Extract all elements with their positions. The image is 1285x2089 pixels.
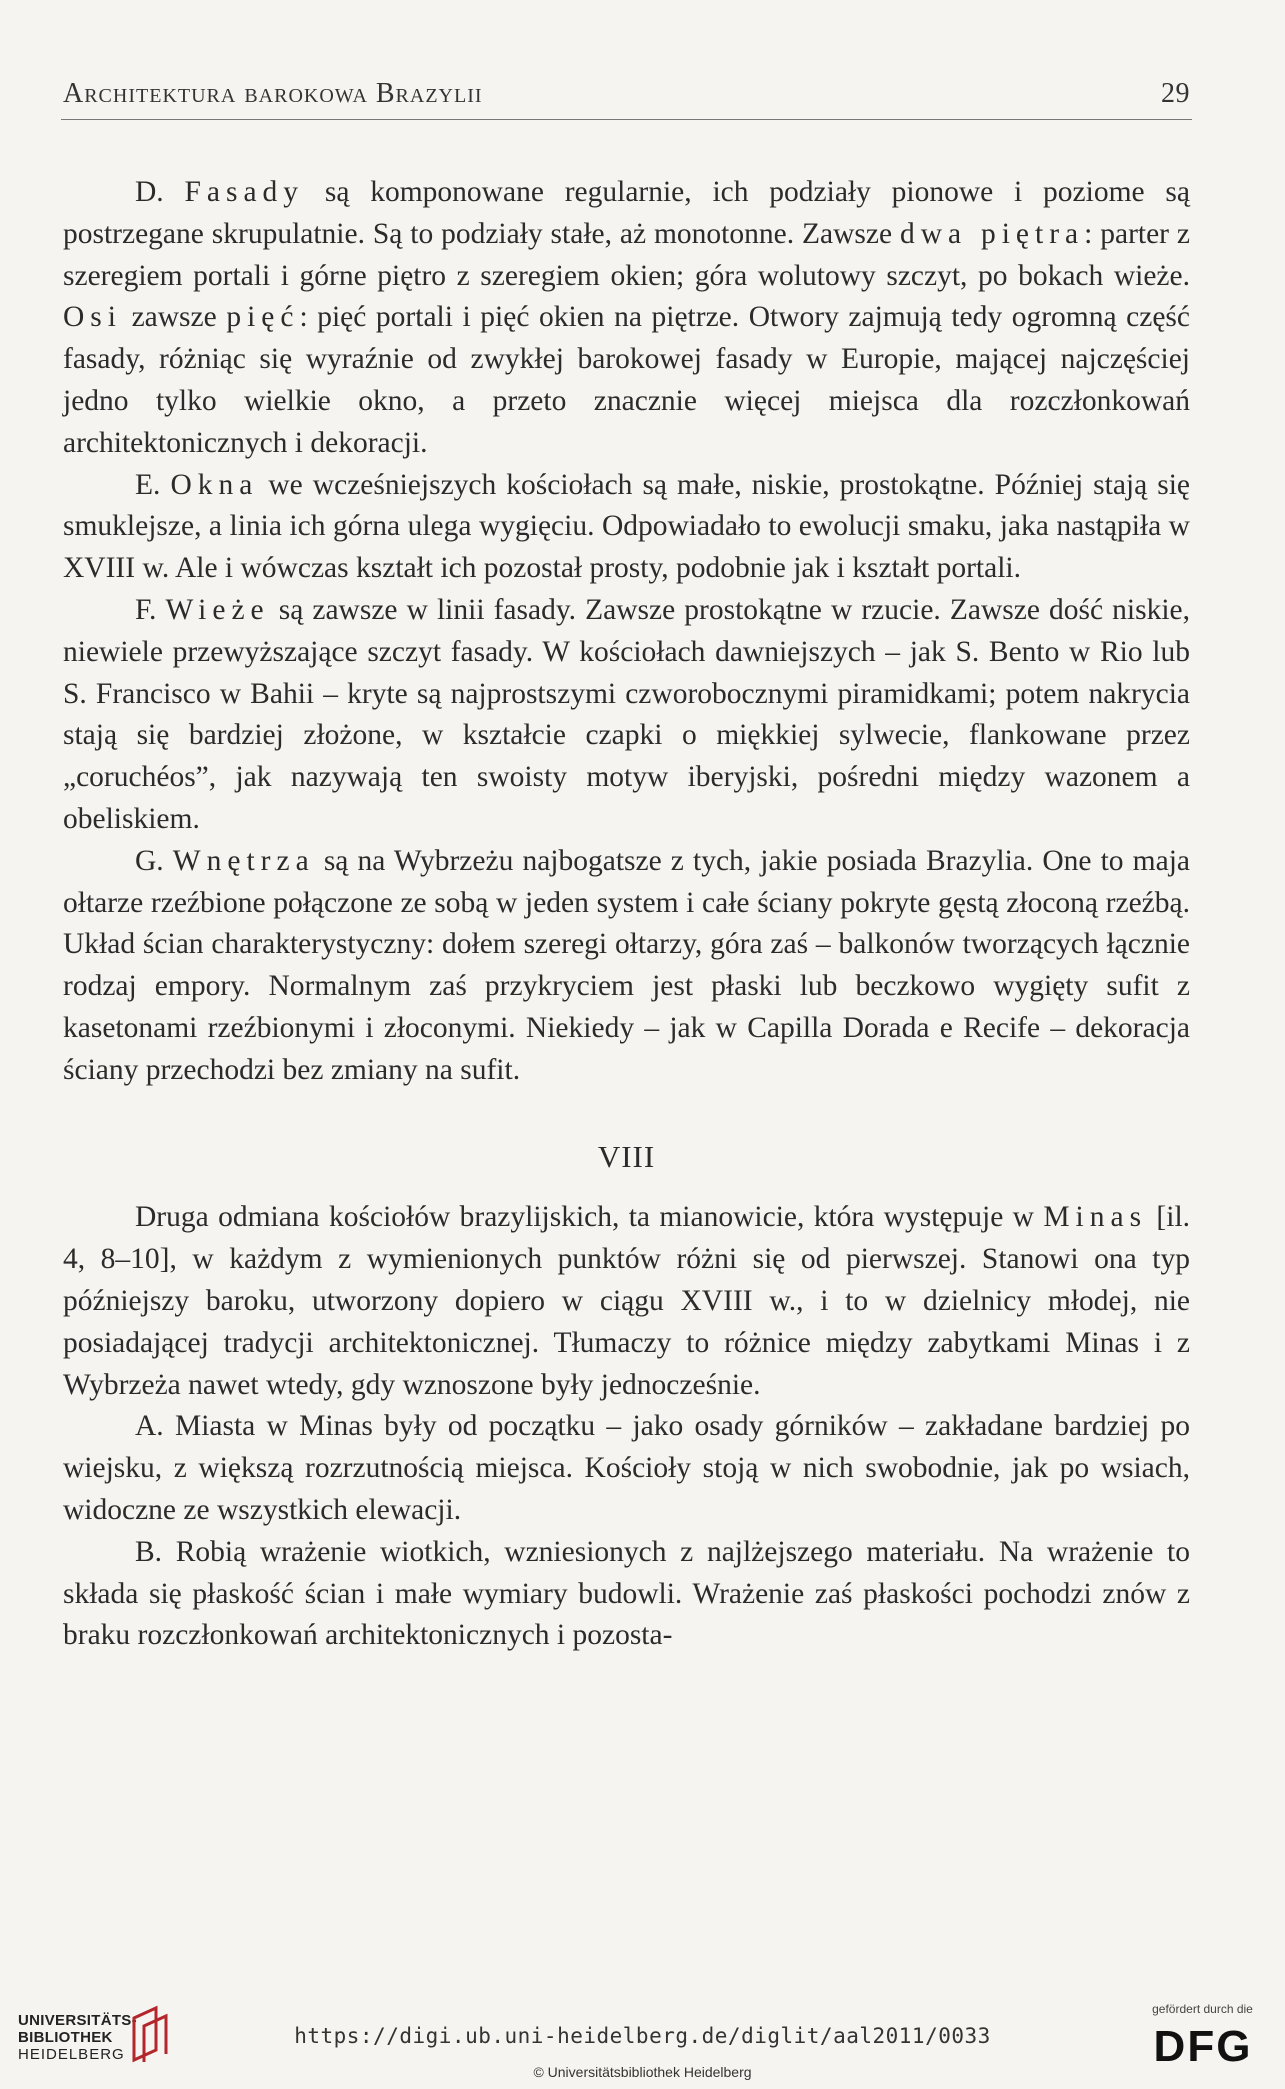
paragraph-letter: F. xyxy=(135,593,157,626)
spaced-term: Fasady xyxy=(184,176,305,208)
digitization-footer xyxy=(0,1990,1285,2089)
paragraph-okna xyxy=(63,465,1190,590)
paragraph-text: B. Robią wrażenie wiotkich, wzniesionych z najlżejszego materiału. Na wrażenie to składa się płaskość ścian i małe wymiary budowli. Wrażenie zaś płaskości pochodzi znów z braku rozczłonkowań architektonicznych i pozosta- xyxy=(63,1535,1190,1652)
spaced-term: Wieże xyxy=(165,593,270,626)
page-number: 29 xyxy=(1161,78,1190,109)
paragraph-text: są na Wybrzeżu najbogatsze z tych, jakie posiada Brazylia. One to maja ołtarze rzeźbione połączone ze sobą w jeden system i całe ściany pokryte gęstą złoconą rzeźbą. Układ ścian charakterystyczny: dołem szeregi ołtarzy, góra zaś – balkonów tworzących łącznie rodzaj empory. Normalnym zaś przykryciem jest płaski lub beczkowo wygięty sufit z kasetonami rzeźbionymi i złoconymi. Niekiedy – jak w Capilla Dorada e Recife – dekoracja ściany przechodzi bez zmiany na sufit. xyxy=(63,844,1190,1086)
paragraph-text: są komponowane regularnie, ich podziały pionowe i poziome są postrzegane skrupulatnie. Są to podziały stałe, aż monotonne. Zawsze xyxy=(63,176,1190,250)
paragraph-letter: D. xyxy=(135,176,164,208)
permalink-url[interactable]: https://digi.ub.uni-heidelberg.de/diglit/aal2011/0033 xyxy=(294,2024,991,2048)
spaced-term: pięć xyxy=(226,301,300,334)
copyright-notice: © Universitätsbibliothek Heidelberg xyxy=(533,2064,752,2080)
spaced-term: Osi xyxy=(63,301,122,334)
spaced-term: Minas xyxy=(1043,1201,1148,1234)
paragraph-text: [il. 4, 8–10], w każdym z wymienionych punktów różni się od pierwszej. Stanowi ona typ późniejszy baroku, utworzony dopiero w ciągu XVIII w., i to w dzielnicy młodej, nie posiadającej tradycji architektonicznej. Tłumaczy to różnice między zabytkami Minas i z Wybrzeża nawet wtedy, gdy wznoszone były jednocześnie. xyxy=(63,1201,1191,1401)
paragraph-wrazenie xyxy=(63,1532,1190,1657)
dfg-logo: DFG xyxy=(1153,2022,1253,2071)
paragraph-text: są zawsze w linii fasady. Zawsze prostokątne w rzucie. Zawsze dość niskie, niewiele przewyższające szczyt fasady. W kościołach dawniejszych – jak S. Bento w Rio lub S. Francisco w Bahii – kryte są najprostszymi czworobocznymi piramidkami; potem nakrycia stają się bardziej złożone, w kształcie czapki o miękkiej sylwecie, flankowane przez „coruchéos”, jak nazywają ten swoisty motyw iberyjski, pośredni między wazonem a obeliskiem. xyxy=(63,593,1191,835)
paragraph-text: A. Miasta w Minas były od początku – jako osady górników – zakładane bardziej po wiejsku, z większą rozrzutnością miejsca. Kościoły stoją w nich swobodnie, jak po wsiach, widoczne ze wszystkich elewacji. xyxy=(63,1410,1190,1526)
paragraph-text: : parter z szeregiem portali i górne piętro z szeregiem okien; góra wolutowy szczyt, po bokach wieże. xyxy=(63,217,1190,292)
paragraph-wnetrza xyxy=(63,841,1190,1092)
paragraph-fasady xyxy=(63,172,1190,465)
running-header xyxy=(63,78,1190,110)
spaced-term: Wnętrza xyxy=(172,844,315,877)
paragraph-text: Druga odmiana kościołów brazylijskich, ta mianowicie, która występuje w xyxy=(135,1201,1034,1234)
paragraph-wieze xyxy=(63,590,1190,841)
spaced-term: Okna xyxy=(170,468,259,501)
funding-note: gefördert durch die xyxy=(1152,2002,1253,2016)
logo-line: BIBLIOTHEK xyxy=(18,2029,113,2046)
paragraph-letter: G. xyxy=(135,844,164,877)
paragraph-text: zawsze xyxy=(131,301,217,334)
section-heading: VIII xyxy=(597,1138,656,1174)
header-rule xyxy=(61,119,1192,120)
logo-line: UNIVERSITÄTS- xyxy=(18,2012,137,2029)
paragraph-letter: E. xyxy=(135,468,161,501)
logo-line: HEIDELBERG xyxy=(18,2046,125,2063)
paragraph-minas xyxy=(63,1197,1190,1406)
paragraph-miasta xyxy=(63,1406,1190,1531)
paragraph-text: : pięć portali i pięć okien na piętrze. Otwory zajmują tedy ogromną część fasady, różniąc się wyraźnie od zwykłej barokowej fasady w Europie, mającej najczęściej jedno tylko wielkie okno, a przeto znacznie więcej miejsca dla rozczłonkowań architektonicznych i dekoracji. xyxy=(63,301,1191,459)
spaced-term: dwa piętra xyxy=(899,217,1085,250)
paragraph-text: we wcześniejszych kościołach są małe, niskie, prostokątne. Później stają się smuklejsze, a linia ich górna ulega wygięciu. Odpowiadało to ewolucji smaku, jaka nastąpiła w XVIII w. Ale i wówczas kształt ich pozostał prosty, podobnie jak i kształt portali. xyxy=(63,468,1191,585)
running-title: Architektura barokowa Brazylii xyxy=(63,78,483,109)
body-text xyxy=(63,172,1190,1657)
